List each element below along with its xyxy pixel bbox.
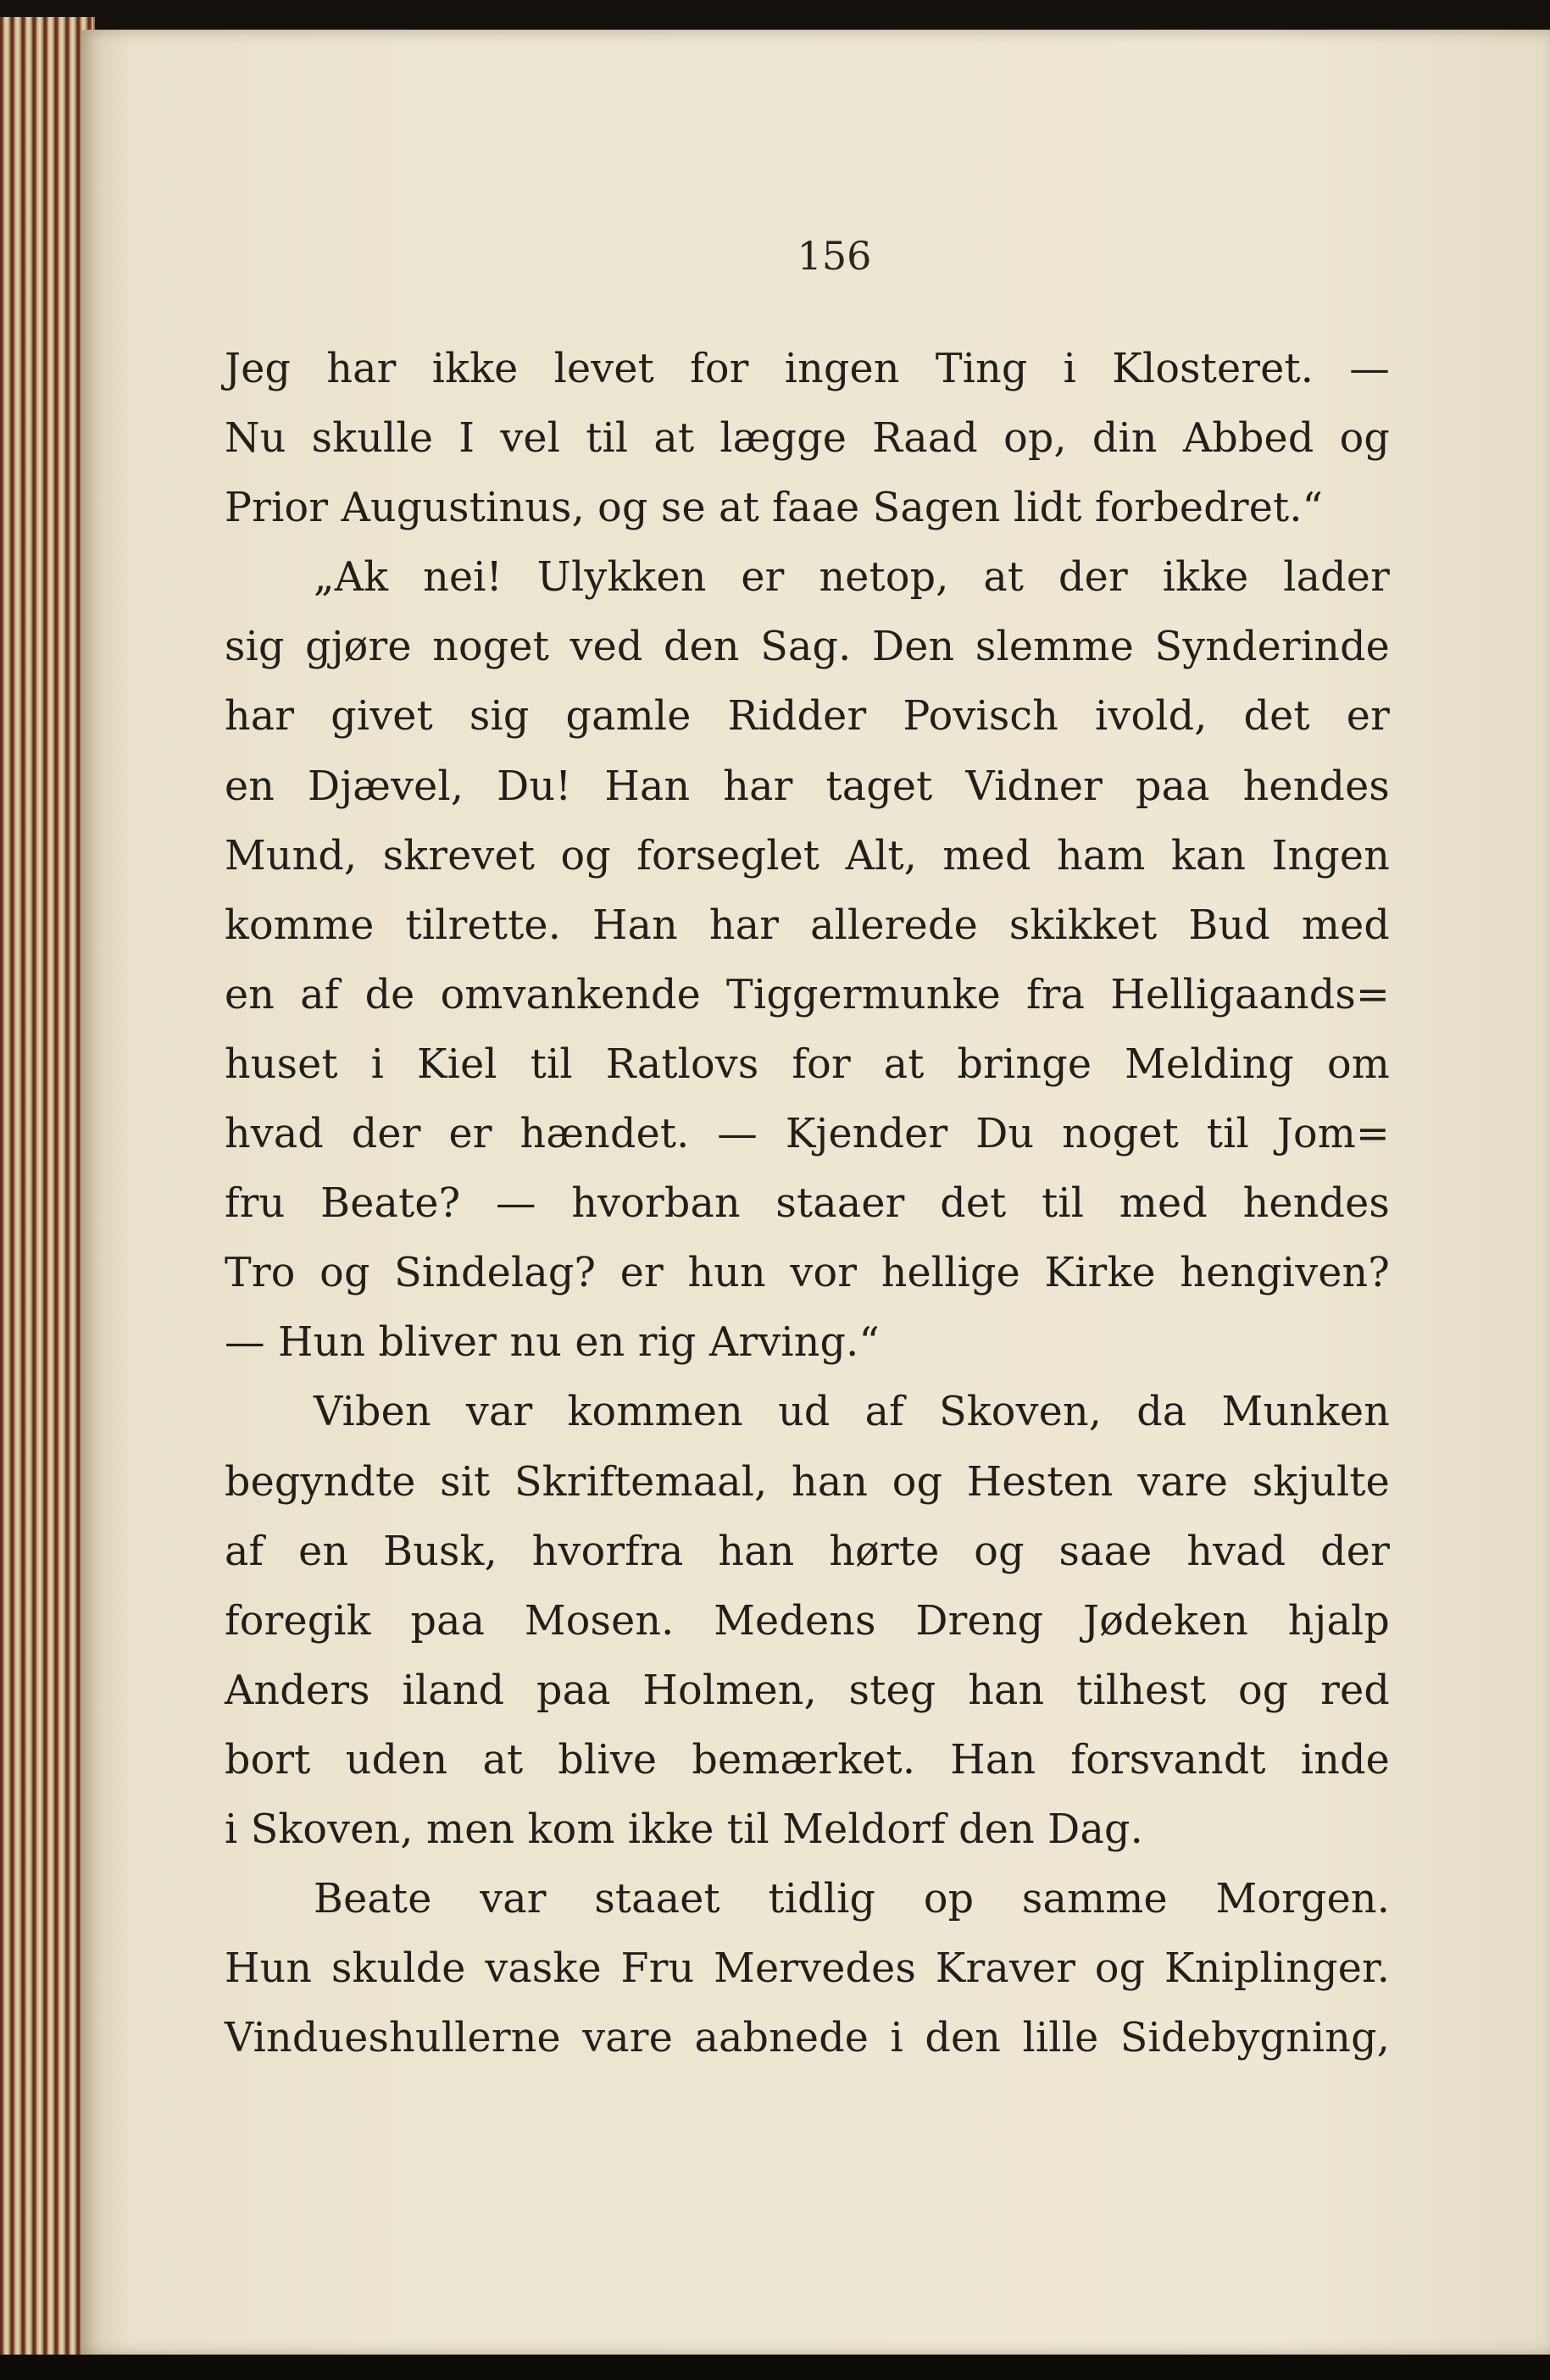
text-line: huset i Kiel til Ratlovs for at bringe Melding om: [225, 1040, 1390, 1088]
text-line: „Ak nei! Ulykken er netop, at der ikke lader: [314, 554, 1390, 602]
text-line: — Hun bliver nu en rig Arving.“: [225, 1319, 880, 1367]
text-line: en af de omvankende Tiggermunke fra Helligaands=: [225, 971, 1390, 1018]
text-line: foregik paa Mosen. Medens Dreng Jødeken hjalp: [225, 1597, 1390, 1645]
text-line: Vindueshullerne vare aabnede i den lille Sidebygning,: [225, 2015, 1390, 2062]
text-line: Jeg har ikke levet for ingen Ting i Klosteret. —: [225, 346, 1390, 392]
text-line: begyndte sit Skriftemaal, han og Hesten vare skjulte: [225, 1458, 1390, 1506]
text-line: af en Busk, hvorfra han hørte og saae hvad der: [225, 1528, 1390, 1575]
text-line: Beate var staaet tidlig op samme Morgen.: [314, 1876, 1390, 1923]
text-line: bort uden at blive bemærket. Han forsvandt inde: [225, 1736, 1390, 1784]
body-text: [225, 335, 1390, 2073]
text-line: i Skoven, men kom ikke til Meldorf den Dag.: [225, 1806, 1143, 1853]
page-number: 156: [797, 233, 872, 279]
scan-bottom-edge: [0, 2355, 1550, 2380]
text-line: hvad der er hændet. — Kjender Du noget til Jom=: [225, 1111, 1390, 1158]
text-line: Prior Augustinus, og se at faae Sagen lidt forbedret.“: [225, 485, 1324, 532]
text-line: Mund, skrevet og forseglet Alt, med ham kan Ingen: [225, 832, 1390, 879]
text-line: har givet sig gamle Ridder Povisch ivold, det er: [225, 693, 1390, 741]
text-line: sig gjøre noget ved den Sag. Den slemme Synderinde: [225, 624, 1390, 671]
text-line: Hun skulde vaske Fru Mervedes Kraver og Kniplinger.: [225, 1945, 1390, 1993]
text-line: Nu skulle I vel til at lægge Raad op, din Abbed og: [225, 415, 1390, 463]
text-line: Viben var kommen ud af Skoven, da Munken: [314, 1389, 1390, 1436]
text-line: en Djævel, Du! Han har taget Vidner paa hendes: [225, 763, 1390, 810]
text-line: fru Beate? — hvorban staaer det til med hendes: [225, 1180, 1390, 1228]
text-line: Anders iland paa Holmen, steg han tilhest og red: [225, 1667, 1390, 1714]
text-line: Tro og Sindelag? er hun vor hellige Kirke hengiven?: [225, 1250, 1390, 1297]
text-line: komme tilrette. Han har allerede skikket Bud med: [225, 902, 1390, 949]
